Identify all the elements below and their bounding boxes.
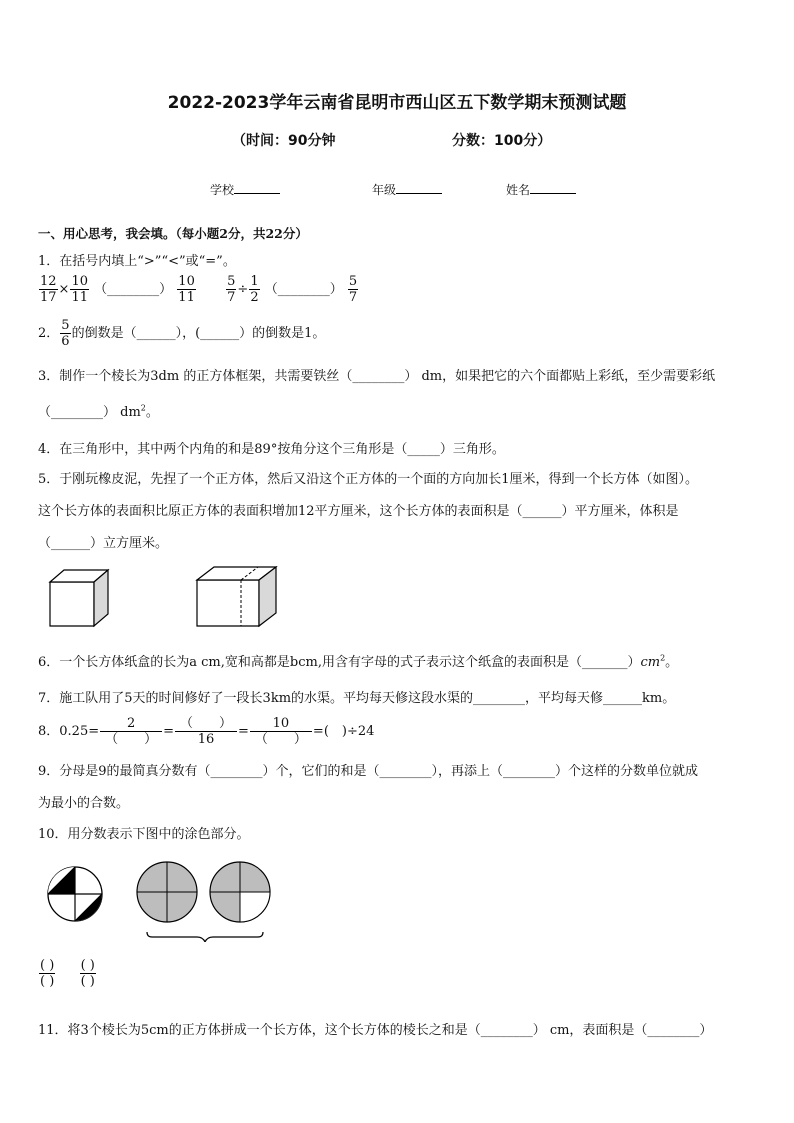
question-3-line2: （________） $dm^2$。 — [38, 403, 159, 420]
question-8: 8．0.25= $\frac{2}{( )}$ = $\frac{( )}{16}$ = $\frac{10}{( )}$ =( )÷24 — [38, 716, 375, 747]
page-title: 2022-2023学年云南省昆明市西山区五下数学期末预测试题 — [167, 93, 627, 113]
fraction: $\frac{5}{7}$ — [227, 274, 236, 305]
grade-blank — [396, 181, 442, 194]
exam-time: （时间：90分钟 — [232, 133, 336, 149]
name-label: 姓名 — [506, 183, 531, 197]
question-1: 1．在括号内填上“>”“<”或“=”。 — [38, 254, 236, 269]
answer-blank: （________） — [94, 282, 173, 297]
question-11: 11．将3个棱长为5cm的正方体拼成一个长方体，这个长方体的棱长之和是（________） cm，表面积是（________） — [38, 1023, 713, 1038]
question-3-line1: 3．制作一个棱长为3dm 的正方体框架，共需要铁丝（________） dm，如果把它的六个面都贴上彩纸，至少需要彩纸 — [38, 369, 716, 384]
section-heading: 一、用心思考，我会填。（每小题2分，共22分） — [38, 226, 308, 241]
question-1-expressions — [38, 274, 359, 305]
answer-fraction: $\frac{( )}{( )}$ — [40, 958, 55, 989]
question-10-answers — [38, 958, 97, 989]
question-5-line3: （______）立方厘米。 — [38, 536, 169, 551]
question-6: 6．一个长方体纸盒的长为a cm,宽和高都是bcm,用含有字母的式子表示这个纸盒的表面积是$(\_\_\_\_\_\_\_)cm^2$。 — [38, 653, 679, 670]
question-5-line2: 这个长方体的表面积比原正方体的表面积增加12平方厘米，这个长方体的表面积是（______）平方厘米，体积是 — [38, 504, 679, 519]
q10-figures — [40, 856, 280, 942]
answer-blank: （________） — [264, 282, 343, 297]
fraction: $\frac{5}{6}$ — [61, 318, 70, 349]
question-9-line2: 为最小的合数。 — [38, 796, 130, 811]
fraction: $\frac{( )}{16}$ — [175, 716, 237, 747]
school-blank — [234, 181, 280, 194]
question-text: 的倒数是（______），(______）的倒数是1。 — [71, 326, 326, 341]
fraction: $\frac{12}{17}$ — [40, 274, 57, 305]
fraction: $\frac{5}{7}$ — [348, 274, 358, 305]
school-label: 学校 — [210, 183, 235, 197]
fraction: $\frac{10}{11}$ — [178, 274, 195, 305]
fraction: $\frac{10}{( )}$ — [250, 716, 312, 747]
question-9-line1: 9．分母是9的最简真分数有（________）个，它们的和是（________），再添上（________）个这样的分数单位就成 — [38, 764, 699, 779]
name-blank — [530, 181, 576, 194]
q5-figures — [44, 566, 284, 632]
question-7: 7．施工队用了5天的时间修好了一段长3km的水渠。平均每天修这段水渠的________，平均每天修______km。 — [38, 691, 676, 706]
question-number: 2． — [38, 326, 60, 341]
times-sign: × — [58, 282, 70, 297]
circle-eighths-figure — [48, 867, 102, 921]
fraction: $\frac{2}{( )}$ — [100, 716, 162, 747]
question-5-line1: 5．于刚玩橡皮泥，先捏了一个正方体，然后又沿这个正方体的一个面的方向加长1厘米，得到一个长方体（如图）。 — [38, 472, 699, 487]
question-4: 4．在三角形中，其中两个内角的和是89°按角分这个三角形是（_____）三角形。 — [38, 442, 505, 457]
question-2 — [38, 318, 325, 349]
cube-figure — [50, 570, 108, 626]
grade-field — [372, 181, 442, 198]
question-10: 10．用分数表示下图中的涂色部分。 — [38, 827, 250, 842]
name-field — [506, 181, 576, 198]
circle-three-quarters-figure — [210, 862, 270, 922]
fraction: $\frac{10}{11}$ — [71, 274, 88, 305]
fraction: $\frac{1}{2}$ — [250, 274, 259, 305]
divide-sign: ÷ — [237, 282, 249, 297]
school-field — [210, 181, 280, 198]
circle-full-figure — [137, 862, 197, 922]
cuboid-figure — [197, 567, 276, 626]
grade-label: 年级 — [372, 183, 397, 197]
answer-fraction: $\frac{( )}{( )}$ — [80, 958, 95, 989]
brace — [147, 932, 263, 942]
exam-score: 分数：100分） — [452, 133, 552, 149]
